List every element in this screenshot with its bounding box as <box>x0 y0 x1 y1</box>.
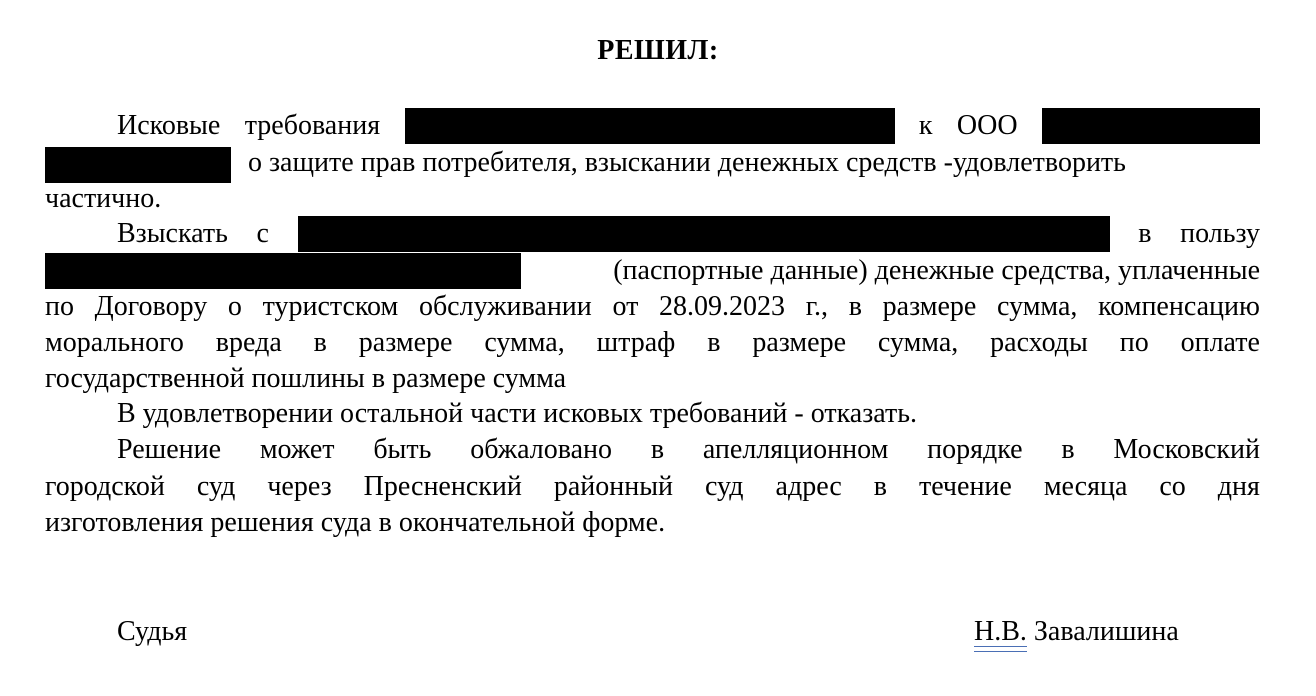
p2-word-2: с <box>256 218 269 249</box>
p2-l3-w3: туристском <box>262 291 399 322</box>
p1-line-2-text: о защите прав потребителя, взыскании денежных средств -удовлетворить <box>248 147 1126 178</box>
p4-l2-w9: месяца <box>1043 471 1128 502</box>
p2-l3-w1: Договору <box>94 291 208 322</box>
p2-l3-w7: г., <box>805 291 829 322</box>
p2-word-1: Взыскать <box>117 218 228 249</box>
redaction-company-name <box>1042 108 1260 144</box>
redaction-company-name-cont <box>45 147 231 183</box>
p4-l2-w2: через <box>267 471 332 502</box>
p4-l1-w6: порядке <box>927 434 1023 465</box>
p2-word-3: в <box>1138 218 1152 249</box>
signature-surname: Завалишина <box>1033 616 1179 647</box>
paragraph-2-line-2 <box>45 253 1260 289</box>
document-title: РЕШИЛ: <box>597 35 719 66</box>
redaction-plaintiff-name <box>405 108 895 144</box>
paragraph-3-line-1: В удовлетворении остальной части исковых требований - отказать. <box>117 398 917 429</box>
paragraph-4-line-2 <box>45 469 1260 505</box>
p2-l4-w8: сумма, <box>877 327 959 358</box>
p4-l1-w0: Решение <box>117 434 222 465</box>
p4-l2-w5: суд <box>705 471 744 502</box>
p1-word-1: Исковые <box>117 110 221 141</box>
p2-l3-w5: от <box>612 291 639 322</box>
p4-l1-w2: быть <box>373 434 432 465</box>
p1-word-3: к <box>918 110 933 141</box>
p4-l1-w3: обжаловано <box>470 434 613 465</box>
p2-l4-w5: штраф <box>596 327 676 358</box>
p2-l4-w11: оплате <box>1180 327 1260 358</box>
p2-l4-w4: сумма, <box>484 327 565 358</box>
p2-l3-w2: о <box>227 291 242 322</box>
p2-l3-w8: в <box>848 291 862 322</box>
p4-l1-w5: апелляционном <box>702 434 889 465</box>
p4-l2-w1: суд <box>196 471 236 502</box>
p2-l3-w10: сумма, <box>997 291 1078 322</box>
signature-name <box>974 614 1179 650</box>
p4-l1-w4: в <box>650 434 665 465</box>
p2-line-2-text: (паспортные данные) денежные средства, уплаченные <box>613 255 1260 286</box>
p2-l4-w1: вреда <box>215 327 282 358</box>
paragraph-4-line-3: изготовления решения суда в окончательной форме. <box>45 507 666 538</box>
p4-l1-w1: может <box>259 434 335 465</box>
paragraph-4-line-1 <box>45 432 1260 468</box>
p4-l2-w6: адрес <box>775 471 842 502</box>
p2-l4-w0: морального <box>45 327 184 358</box>
paragraph-1-line-1 <box>45 108 1260 144</box>
p2-word-4: пользу <box>1180 218 1260 249</box>
p2-l3-w9: размере <box>882 291 977 322</box>
signature-role: Судья <box>117 616 188 647</box>
redaction-defendant-name <box>298 216 1110 252</box>
p4-l1-w8: Московский <box>1113 434 1260 465</box>
p4-l1-w7: в <box>1061 434 1075 465</box>
p2-l3-w4: обслуживании <box>418 291 592 322</box>
p2-l4-w7: размере <box>752 327 846 358</box>
signature-initials: Н.В. <box>974 614 1027 650</box>
p4-l2-w4: районный <box>553 471 674 502</box>
p2-l3-w0: по <box>45 291 74 322</box>
paragraph-1-line-3: частично. <box>45 183 162 214</box>
p2-l4-w2: в <box>313 327 327 358</box>
p2-l4-w10: по <box>1119 327 1149 358</box>
p2-l4-w6: в <box>707 327 721 358</box>
p2-l4-w9: расходы <box>990 327 1088 358</box>
p4-l2-w3: Пресненский <box>363 471 522 502</box>
paragraph-2-line-1 <box>45 216 1260 252</box>
p4-l2-w8: течение <box>918 471 1012 502</box>
paragraph-2-line-4 <box>45 325 1260 361</box>
p4-l2-w10: со <box>1159 471 1186 502</box>
p1-word-2: требования <box>244 110 381 141</box>
p2-l3-w11: компенсацию <box>1098 291 1260 322</box>
redaction-recipient-name <box>45 253 521 289</box>
p2-l4-w3: размере <box>358 327 453 358</box>
paragraph-2-line-3 <box>45 289 1260 325</box>
paragraph-2-line-5: государственной пошлины в размере сумма <box>45 363 567 394</box>
p4-l2-w7: в <box>873 471 887 502</box>
paragraph-1-line-2 <box>45 145 1260 181</box>
p4-l2-w0: городской <box>45 471 165 502</box>
p1-word-4: ООО <box>956 110 1018 141</box>
p4-l2-w11: дня <box>1217 471 1260 502</box>
p2-l3-w6: 28.09.2023 <box>659 291 786 322</box>
